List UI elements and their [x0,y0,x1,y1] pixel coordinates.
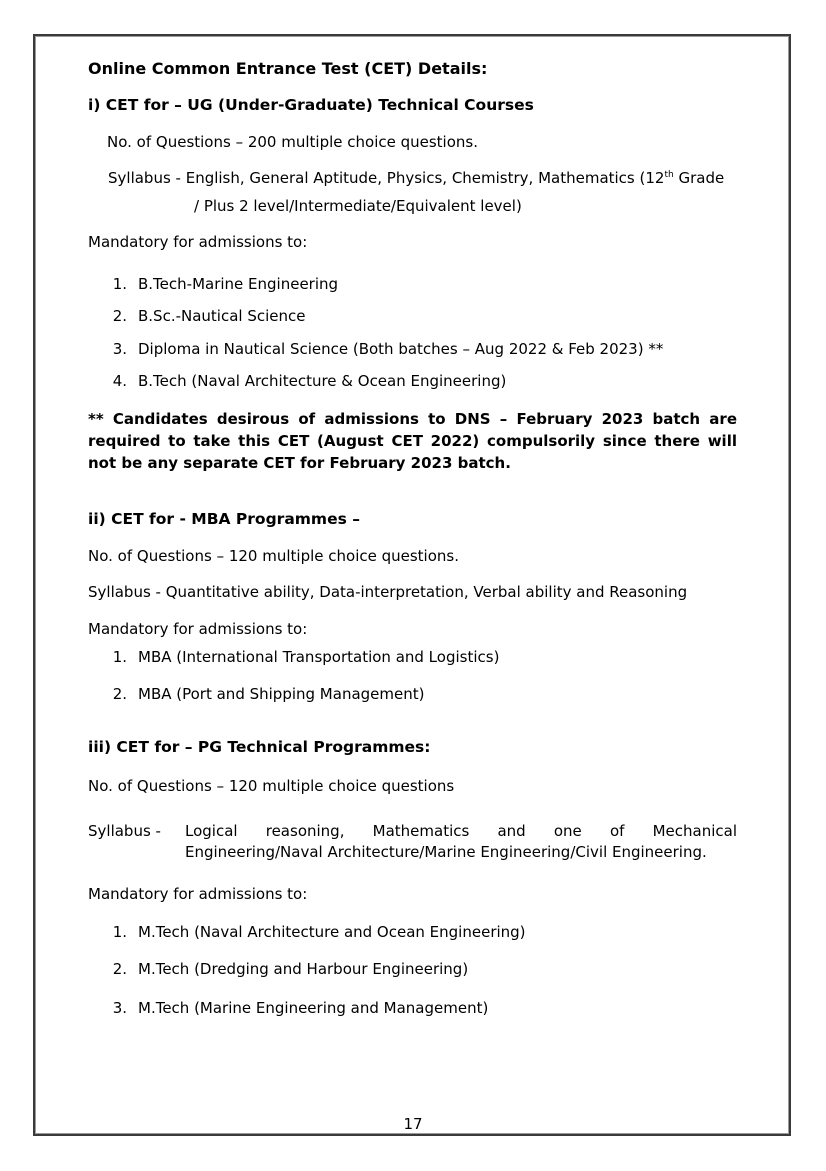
pg-syllabus-line: Logical reasoning, Mathematics and one of Mechanical [185,822,737,840]
pg-syllabus-line: Engineering/Naval Architecture/Marine Engineering/Civil Engineering. [185,843,707,861]
list-item-number: 1. [112,275,127,293]
list-item-number: 4. [112,372,127,390]
dns-note-line: required to take this CET (August CET 2022) compulsorily since there will [88,432,737,450]
list-item-number: 3. [112,999,127,1017]
list-item: M.Tech (Naval Architecture and Ocean Engineering) [138,923,526,941]
section-mba-heading: ii) CET for - MBA Programmes – [88,510,360,528]
list-item-number: 3. [112,340,127,358]
ug-syllabus-line2: / Plus 2 level/Intermediate/Equivalent level) [194,197,522,215]
dns-note-line: not be any separate CET for February 2023 batch. [88,454,511,472]
list-item-number: 1. [112,923,127,941]
list-item: B.Sc.-Nautical Science [138,307,306,325]
mba-mandatory-label: Mandatory for admissions to: [88,620,308,638]
pg-mandatory-label: Mandatory for admissions to: [88,885,308,903]
ug-questions: No. of Questions – 200 multiple choice questions. [107,133,478,151]
list-item: M.Tech (Marine Engineering and Management) [138,999,489,1017]
dns-note-line: ** Candidates desirous of admissions to DNS – February 2023 batch are [88,410,737,428]
list-item: B.Tech (Naval Architecture & Ocean Engineering) [138,372,507,390]
list-item: M.Tech (Dredging and Harbour Engineering) [138,960,469,978]
list-item-number: 2. [112,960,127,978]
mba-questions: No. of Questions – 120 multiple choice questions. [88,547,459,565]
list-item-number: 2. [112,685,127,703]
list-item: MBA (Port and Shipping Management) [138,685,425,703]
list-item: Diploma in Nautical Science (Both batches – Aug 2022 & Feb 2023) ** [138,340,664,358]
pg-questions: No. of Questions – 120 multiple choice questions [88,777,455,795]
pg-syllabus-label: Syllabus - [88,822,161,840]
list-item-number: 2. [112,307,127,325]
list-item: B.Tech-Marine Engineering [138,275,339,293]
pg-syllabus-text [185,821,737,863]
page-title: Online Common Entrance Test (CET) Details: [88,59,488,78]
page-number: 17 [403,1115,423,1133]
ug-syllabus-line1: Syllabus - English, General Aptitude, Physics, Chemistry, Mathematics (12th Grade [108,169,725,187]
list-item: MBA (International Transportation and Logistics) [138,648,500,666]
section-pg-heading: iii) CET for – PG Technical Programmes: [88,738,431,756]
list-item-number: 1. [112,648,127,666]
ug-mandatory-label: Mandatory for admissions to: [88,233,308,251]
section-ug-heading: i) CET for – UG (Under-Graduate) Technical Courses [88,96,534,114]
mba-syllabus: Syllabus - Quantitative ability, Data-interpretation, Verbal ability and Reasoning [88,583,688,601]
